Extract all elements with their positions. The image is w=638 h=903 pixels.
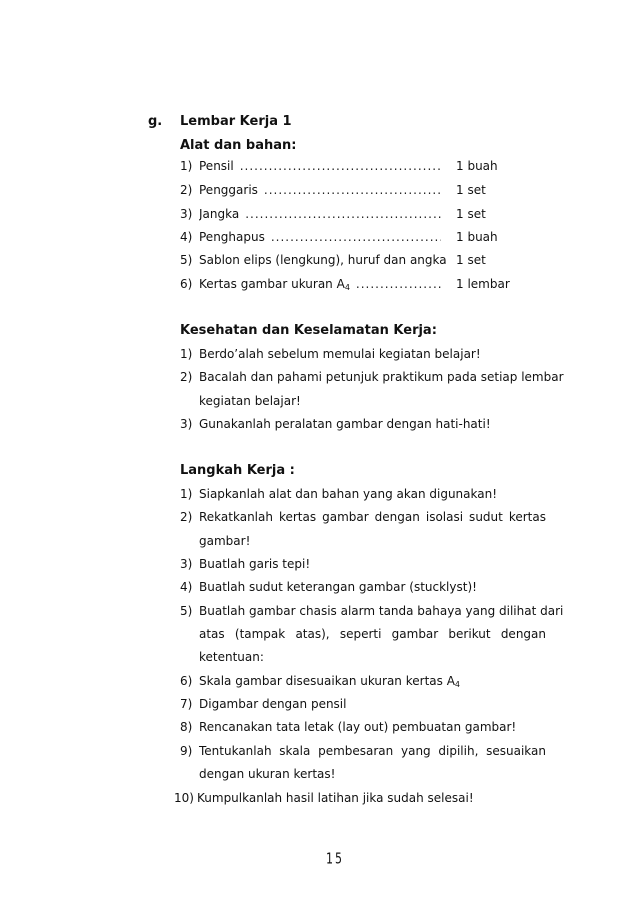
step-text-continued: gambar! bbox=[199, 534, 251, 548]
tool-item bbox=[199, 276, 441, 292]
tool-number: 4) bbox=[180, 230, 193, 244]
safety-text: Berdo’alah sebelum memulai kegiatan belajar! bbox=[199, 347, 481, 361]
step-number: 2) bbox=[180, 510, 193, 524]
tool-item bbox=[199, 206, 441, 222]
safety-number: 3) bbox=[180, 417, 193, 431]
tool-quantity: 1 set bbox=[456, 253, 486, 267]
tools-heading: Alat dan bahan: bbox=[180, 138, 297, 153]
safety-number: 2) bbox=[180, 370, 193, 384]
tool-label: Penggaris bbox=[199, 183, 258, 197]
tool-number: 6) bbox=[180, 277, 193, 291]
tool-quantity: 1 buah bbox=[456, 230, 498, 244]
tool-quantity: 1 buah bbox=[456, 159, 498, 173]
step-text: Digambar dengan pensil bbox=[199, 697, 347, 711]
step-number: 4) bbox=[180, 580, 193, 594]
safety-text: Bacalah dan pahami petunjuk praktikum pada setiap lembar bbox=[199, 370, 564, 384]
safety-text: Gunakanlah peralatan gambar dengan hati-hati! bbox=[199, 417, 491, 431]
steps-heading: Langkah Kerja : bbox=[180, 463, 295, 478]
tool-item bbox=[199, 158, 441, 174]
step-number: 5) bbox=[180, 604, 193, 618]
step-number: 10) bbox=[174, 791, 194, 805]
safety-number: 1) bbox=[180, 347, 193, 361]
step-number: 7) bbox=[180, 697, 193, 711]
section-title: Lembar Kerja 1 bbox=[180, 114, 292, 129]
step-text: Siapkanlah alat dan bahan yang akan digunakan! bbox=[199, 487, 498, 501]
dot-leader bbox=[271, 229, 441, 245]
step-text-continued: atas (tampak atas), seperti gambar berikut dengan bbox=[199, 627, 546, 641]
step-text: Rekatkanlah kertas gambar dengan isolasi sudut kertas bbox=[199, 510, 546, 524]
step-text: Tentukanlah skala pembesaran yang dipilih, sesuaikan bbox=[199, 744, 546, 758]
step-text: Buatlah gambar chasis alarm tanda bahaya yang dilihat dari bbox=[199, 604, 564, 618]
safety-heading: Kesehatan dan Keselamatan Kerja: bbox=[180, 323, 437, 338]
tool-item bbox=[199, 229, 441, 245]
page-number: 15 bbox=[326, 850, 344, 868]
tool-label: Sablon elips (lengkung), huruf dan angka bbox=[199, 253, 447, 267]
step-text-continued: dengan ukuran kertas! bbox=[199, 767, 336, 781]
tool-number: 2) bbox=[180, 183, 193, 197]
step-number: 8) bbox=[180, 720, 193, 734]
step-text: Kumpulkanlah hasil latihan jika sudah selesai! bbox=[197, 791, 474, 805]
step-number: 1) bbox=[180, 487, 193, 501]
dot-leader bbox=[264, 182, 441, 198]
step-number: 6) bbox=[180, 674, 193, 688]
tool-label: Pensil bbox=[199, 159, 234, 173]
step-number: 3) bbox=[180, 557, 193, 571]
step-text: Rencanakan tata letak (lay out) pembuatan gambar! bbox=[199, 720, 517, 734]
dot-leader bbox=[240, 158, 441, 174]
section-letter: g. bbox=[148, 114, 163, 129]
tool-label: Penghapus bbox=[199, 230, 265, 244]
tool-item bbox=[199, 182, 441, 198]
tool-number: 3) bbox=[180, 207, 193, 221]
tool-quantity: 1 set bbox=[456, 207, 486, 221]
tool-quantity: 1 set bbox=[456, 183, 486, 197]
subscript: 4 bbox=[344, 283, 350, 292]
tool-label: Jangka bbox=[199, 207, 240, 221]
tool-quantity: 1 lembar bbox=[456, 277, 510, 291]
tool-number: 1) bbox=[180, 159, 193, 173]
step-number: 9) bbox=[180, 744, 193, 758]
step-text: Buatlah garis tepi! bbox=[199, 557, 311, 571]
tool-label: Kertas gambar ukuran $A_4$ bbox=[199, 277, 350, 292]
tool-number: 5) bbox=[180, 253, 193, 267]
safety-text-continued: kegiatan belajar! bbox=[199, 394, 301, 408]
subscript: 4 bbox=[454, 680, 460, 689]
step-text-continued: ketentuan: bbox=[199, 650, 264, 664]
step-text: Skala gambar disesuaikan ukuran kertas $A_4$ bbox=[199, 674, 460, 689]
dot-leader bbox=[356, 276, 441, 292]
dot-leader bbox=[245, 206, 441, 222]
step-text: Buatlah sudut keterangan gambar (stucklyst)! bbox=[199, 580, 477, 594]
